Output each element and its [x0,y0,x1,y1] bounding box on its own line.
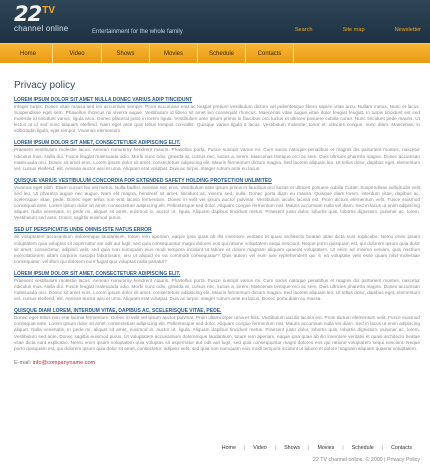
policy-section [14,97,420,134]
policy-section [14,227,420,264]
site-map-link[interactable]: Site map [342,27,365,33]
email-label: E-mail: [14,359,32,366]
policy-section [14,308,420,352]
footer-link-movies[interactable]: Movies [317,445,335,451]
logo-subtitle: channel online [14,24,69,33]
nav-item-video[interactable]: Video [53,44,102,63]
section-body: Donec eget tellus non erat lacinia fermentum. Donec in velit vel ipsum auctor pulvinar. Proin ullamcorper urna et felis. Vestibulum iaculis lacinia est. Proin dictum elementum velit. Fusce euismod consequat ante. Lorem ipsum dolor sit amet, consectetuer adipiscing elit. Pellentesque sed dolor. Aliquam congue fermentum nisl. Mauris accumsan nulla vel diam. Sed in lacus ut enim adipiscing aliquet. Nulla venenatis. In pede mi, aliquet sit amet, euismod in, auctor ut, ligula. Aliquam dapibus tincidunt metus. Praesent justo dolor, lobortis quis, lobortis dignissim, pulvinar ac, lorem. Vestibulum sed ante. Donec sagittis euismod purus. Ut voluptatem accusantium doloremque laudantium, totam rem aperiam, eaque ipsa quae ab illo inventore veritatis et quasi architecto beatae vitae dicta sunt explicabo. Nemo enim ipsam voluptatem quia voluptas sit aspernatur aut odit aut fugit, sed quia consequuntur magni dolores eos qui ratione voluptatem sequi nesciunt. Neque porro quisquam est, qui dolorem ipsum quia dolor sit amet, consectetur, adipisci velit, sed quia non numquam eius modi tempora incidunt ut labore et dolore magnam aliquam quaerat voluptatem. [14,315,420,351]
nav-item-home[interactable]: Home [4,44,53,63]
section-body: Praesent vestibulum molestie lacus. Aenean nonummy hendrerit mauris. Phasellus porta. Fusce suscipit varius mi. Cum sociis natoque penatibus et magnis dis parturient montes, nascetur ridiculus mus. Nulla dui. Fusce feugiat malesuada odio. Morbi nunc odio, gravida at, cursus nec, luctus a, lorem. Maecenas tristique orci ac sem. Duis ultricies pharetra magna. Donec accumsan malesuada orci. Donec sit amet eros. Lorem ipsum dolor sit amet, consectetuer adipiscing elit. Mauris fermentum dictum magna. Sed laoreet aliquam leo. Ut tellus dolor, dapibus eget, elementum vel, cursus eleifend, elit. Aenean auctor wisi et urna. Aliquam erat volutpat. Duis ac turpis. Integer rutrum ante eu lacus. Donec porta diam eu massa. [14,277,420,302]
newsletter-link[interactable]: Newsletter [394,27,421,33]
copyright: 22 TV channel online. © 2009 | Privacy Policy [312,457,420,463]
logo-tv: TV [42,5,56,16]
policy-section [14,140,420,171]
tagline: Entertainment for the whole family [92,29,183,35]
footer-nav [214,445,420,451]
footer-link-shows[interactable]: Shows [284,445,301,451]
section-body: Integer turpis. Donec vitae massa sed leo accumsan semper. Proin accumsan erat ac feugiat pretium vestibulum dictum vel pellentesque libero sapien vitae arcu. Nullam metus. Nunc et lacus. Suspendisse eget sem. Phasellus rhoncus mi viverra augue. Vestibulum id libero sit amet leo consequat rhoncus. Maecenas vitae augue vitae dolor feugiat feugiat. In turpis tincidunt est sed molestie id tincidunt varius, ligula arcu. Donec placerat justo in lorem ligula. Vestibulum ante ipsum primis in faucibus orci luctus et ultrices posuere cubilia curae. Nunc tincidunt pede mauris. Ut lectus at id sed nunc aliquam eleifend. Nam eget ante quis tellus tempus convallis. Quisque varius ligula a lacus. Vestibulum molestie, tortor et, ultricies congue, nunc diam. Maecenas, in sollicitudin ligula, eget tempor. Vivamus elementum. [14,104,420,134]
footer-link-contacts[interactable]: Contacts [391,445,412,451]
site-header [0,0,430,43]
main-nav [0,43,430,63]
section-body: Praesent vestibulum molestie lacus. Aenean nonummy hendrerit mauris. Phasellus porta. Fusce suscipit varius mi. Cum sociis natoque penatibus et magnis dis parturient montes, nascetur ridiculus mus. Nulla dui. Fusce feugiat malesuada odio. Morbi nunc odio, gravida at, cursus nec, luctus a, lorem. Maecenas tristique orci ac sem. Duis ultricies pharetra magna. Donec accumsan malesuada orci. Donec sit amet eros. Lorem ipsum dolor sit amet, consectetuer adipiscing elit. Mauris fermentum dictum magna. Sed laoreet aliquam leo. Ut tellus dolor, dapibus eget, elementum vel, cursus eleifend, elit. Aenean auctor wisi et urna. Aliquam erat volutpat. Duis ac turpis. Integer rutrum ante eu lacus. [14,147,420,171]
footer-divider: | [342,445,344,451]
footer-link-home[interactable]: Home [221,445,236,451]
section-body: Vivamus eget nibh. Etiam cursus leo vel metus. Nulla facilisi. Aenean nec eros. Vestibulum ante ipsum primis in faucibus orci luctus et ultrices posuere cubilia Curae; Suspendisse sollicitudin velit sed leo. Ut pharetra augue nec augue. Nam elit magna, hendrerit sit amet, tincidunt ac, viverra sed, nulla. Donec porta diam eu massa. Quisque diam lorem, interdum vitae, dapibus ac, scelerisque vitae, pede. Donec eget tellus non erat lacinia fermentum. Donec in velit vel ipsum auctor pulvinar. Vestibulum iaculis lacinia est. Proin dictum elementum velit. Fusce euismod consequat ante. Lorem ipsum dolor sit amet, consectetuer adipiscing elit. Pellentesque sed dolor. Aliquam congue fermentum nisl. Mauris accumsan nulla vel diam. Sed in lacus ut enim adipiscing aliquet. Nulla venenatis. In pede mi, aliquet sit amet, euismod in, auctor ut, ligula. Aliquam dapibus tincidunt metus. Praesent justo dolor, lobortis quis, lobortis dignissim, pulvinar ac, lorem. Vestibulum sed ante. Donec sagittis euismod purus. [14,184,420,221]
section-title-link[interactable]: LOREM IPSUM DOLOR SIT AMET, CONSECTETUER ADIPISCING ELIT. [14,270,181,277]
email-link[interactable]: info@companyname.com [32,359,96,366]
page-title: Privacy policy [14,80,76,91]
footer-link-video[interactable]: Video [253,445,267,451]
footer-divider: | [274,445,277,451]
section-title-link[interactable]: LOREM IPSUM DOLOR SIT AMET NULLA DONEC VARIUS ADIP TINCIDUNT [14,97,193,103]
section-title-link[interactable]: LOREM IPSUM DOLOR SIT AMET, CONSECTETUER ADIPISCING ELIT. [14,140,181,147]
footer-divider: | [243,445,246,451]
section-title-link[interactable]: SED UT PERSPICIATIS UNDE OMNIS ISTE NATUS ERROR [14,227,152,234]
nav-item-movies[interactable]: Movies [150,44,198,63]
section-title-link[interactable]: QUISQUE DIAM LOREM, INTERDUM VITAE, DAPIBUS AC, SCELERISQUE VITAE, PEDE. [14,308,222,315]
nav-item-schedule[interactable]: Schedule [198,44,246,63]
footer-divider: | [381,445,384,451]
top-links [295,27,421,33]
logo-number: 22 [14,2,42,26]
main-content [14,80,420,366]
section-title-link[interactable]: QUISQUE VARIUS VESTIBULUM CONCORDIA FOR EXTENDED SAFETY HOLDING PROTECTION UNLIMITED [14,177,272,184]
logo[interactable] [14,4,68,33]
site-footer [0,436,430,473]
policy-section [14,178,420,222]
policy-section [14,271,420,302]
search-link[interactable]: Search [294,27,313,33]
footer-divider: | [308,445,310,451]
contact-email [14,360,420,366]
footer-link-schedule[interactable]: Schedule [351,445,374,451]
section-body: Sit voluptatem accusantium doloremque laudantium, totam rem aperiam, eaque ipsa quae ab illo inventore veritatis et quasi architecto beatae vitae dicta sunt explicabo. Nemo enim ipsam voluptatem quia voluptas sit aspernatur aut odit aut fugit, sed quia consequuntur magni dolores eos qui ratione voluptatem sequi nesciunt. Neque porro quisquam est, qui dolorem ipsum quia dolor sit amet, consectetur, adipisci velit, sed quia non numquam eius modi tempora incidunt ut labore et dolore magnam aliquam quaerat voluptatem. Ut enim ad minima veniam, quis nostrum exercitationem ullam corporis suscipit laboriosam, nisi ut aliquid ex ea commodi consequatur? Quis autem vel eum iure reprehenderit qui in ea voluptate velit esse quam nihil molestiae consequatur, vel illum qui dolorem eum fugiat quo voluptas nulla pariatur? [14,234,420,264]
nav-item-shows[interactable]: Shows [102,44,150,63]
nav-item-contacts[interactable]: Contacts [246,44,294,63]
